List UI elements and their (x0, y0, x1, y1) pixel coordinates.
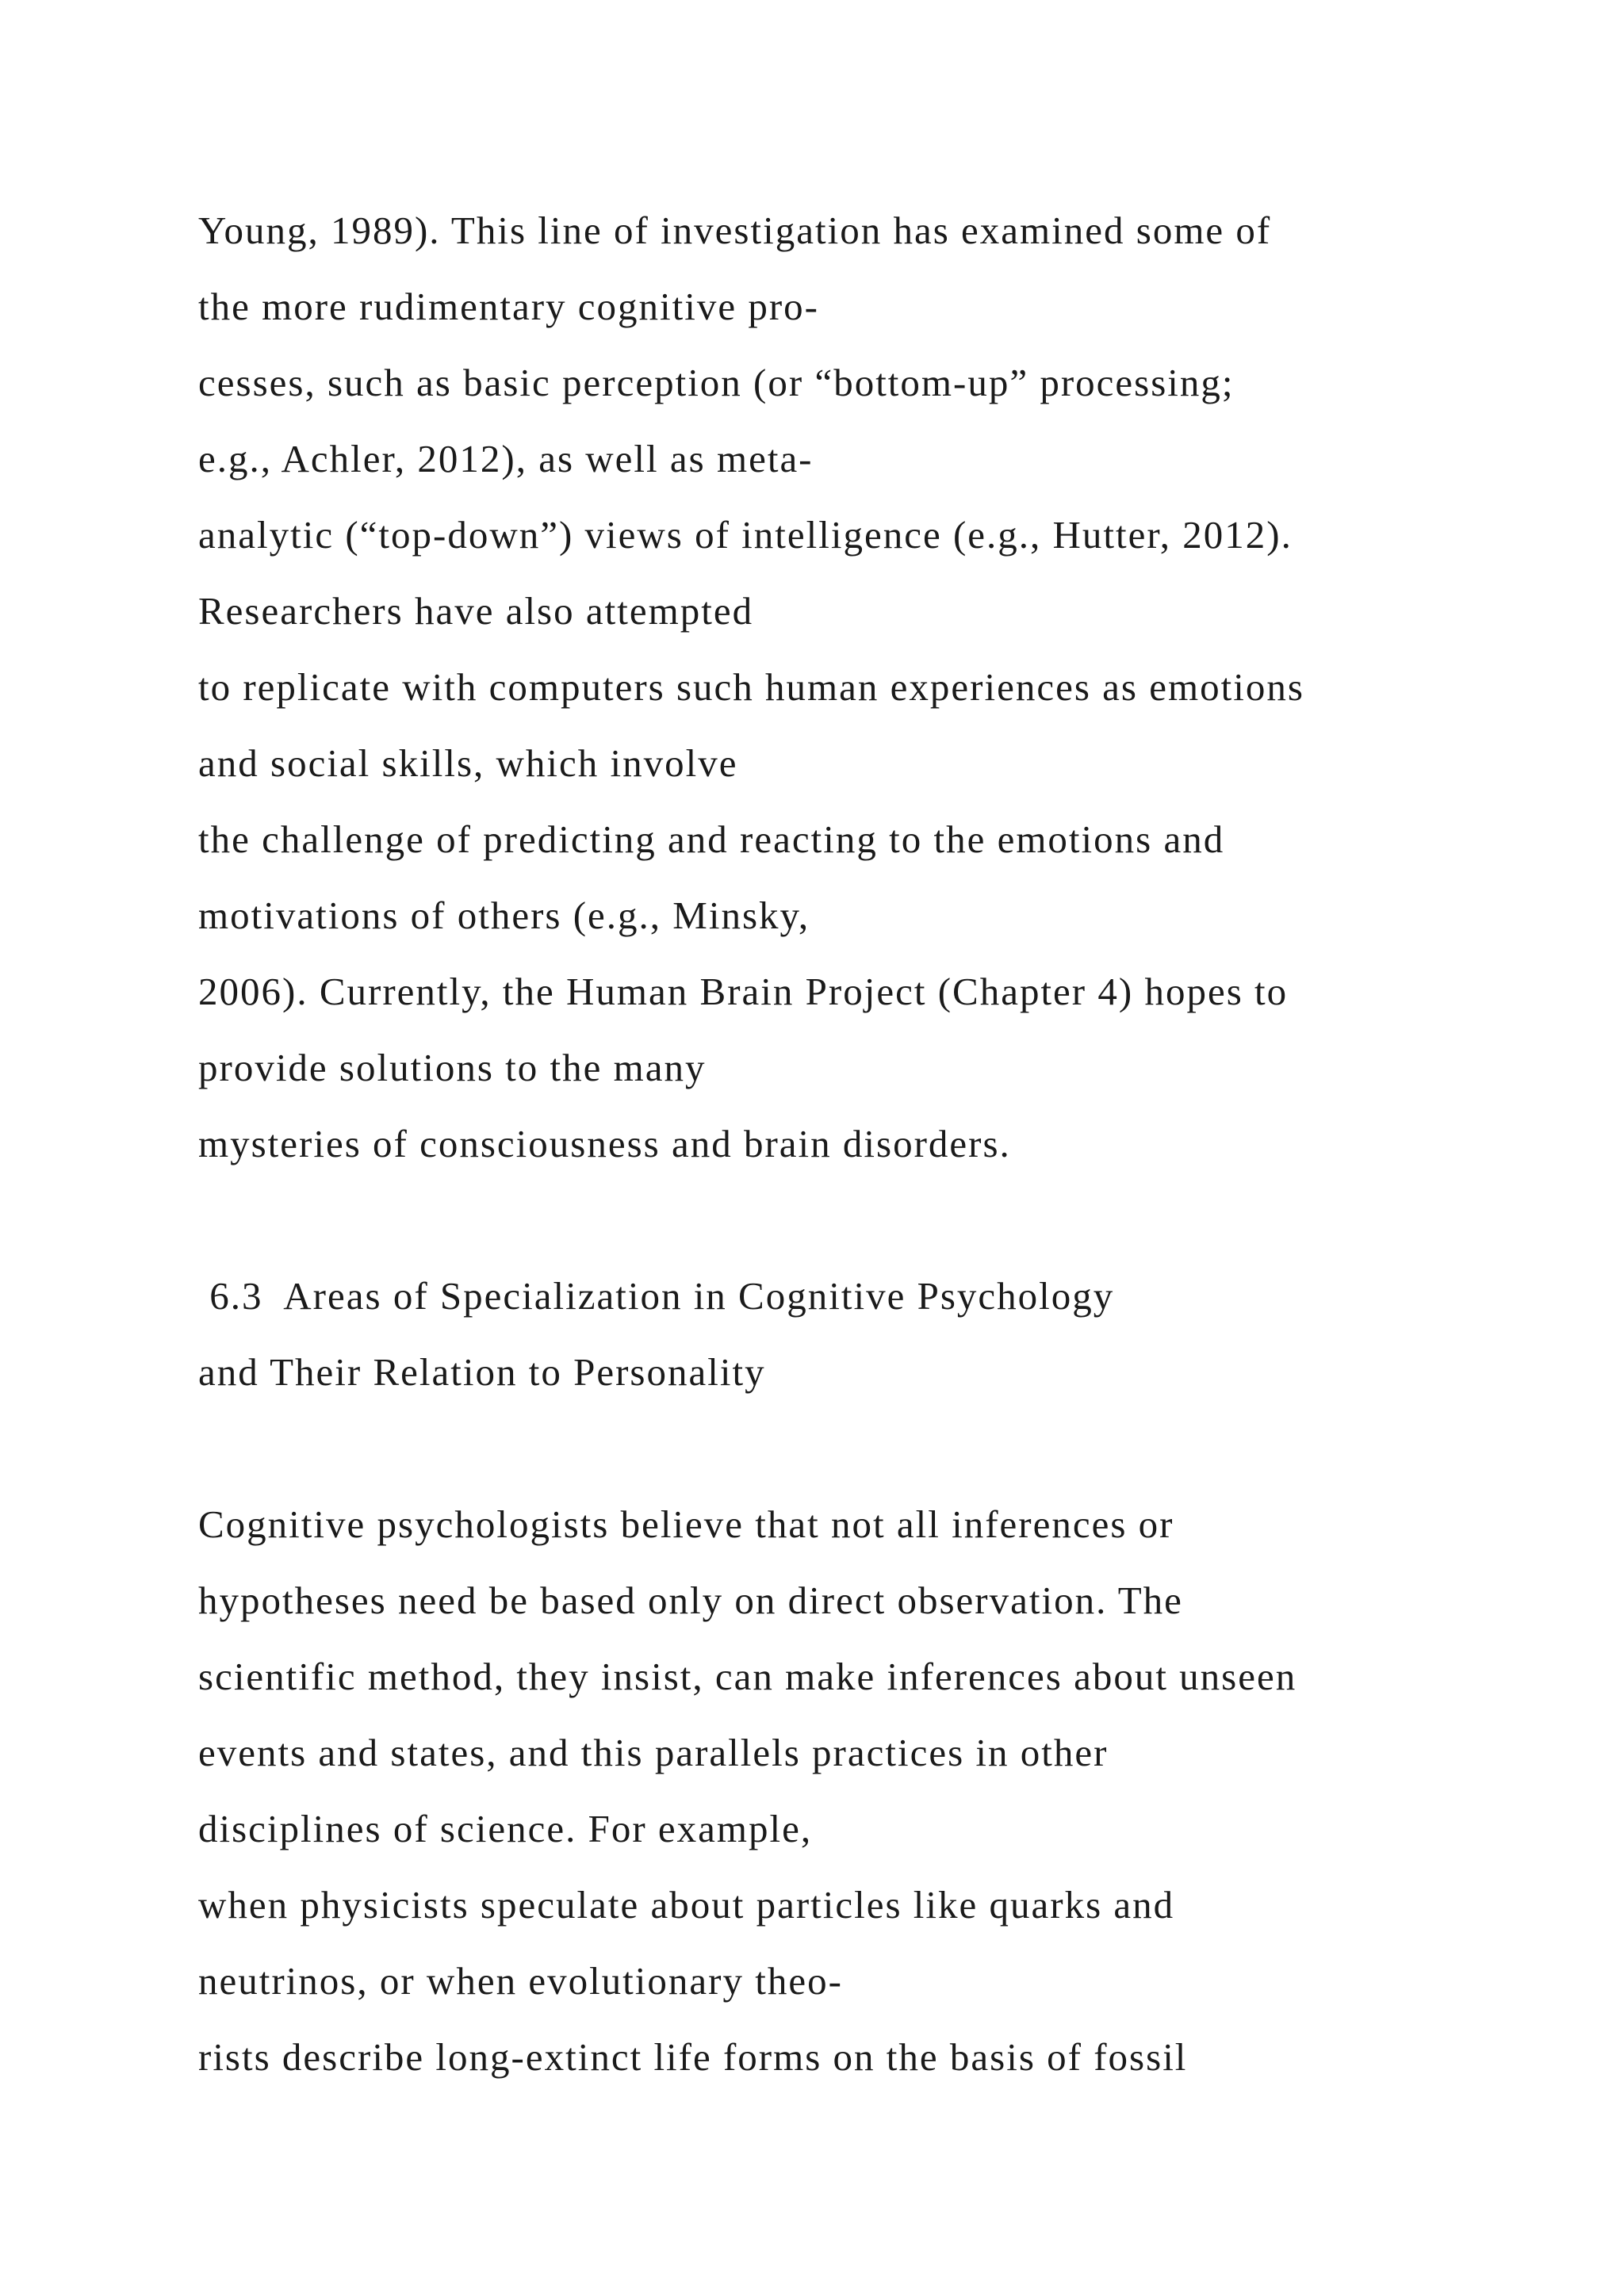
section-heading (198, 1258, 1546, 1410)
blank-line (198, 1182, 1546, 1258)
text-line: cesses, such as basic perception (or “bottom-up” processing; (198, 361, 1235, 404)
text-line: analytic (“top-down”) views of intelligence (e.g., Hutter, 2012). (198, 513, 1293, 557)
text-line: mysteries of consciousness and brain disorders. (198, 1122, 1011, 1165)
document-body (198, 193, 1546, 2095)
text-line: rists describe long-extinct life forms on the basis of fossil (198, 2035, 1188, 2079)
text-line: provide solutions to the many (198, 1046, 707, 1089)
text-line: to replicate with computers such human experiences as emotions (198, 665, 1304, 709)
text-line: 2006). Currently, the Human Brain Project (Chapter 4) hopes to (198, 970, 1289, 1013)
text-line: motivations of others (e.g., Minsky, (198, 894, 810, 937)
paragraph-continued (198, 193, 1546, 1182)
text-line: Researchers have also attempted (198, 589, 754, 633)
text-line: and social skills, which involve (198, 741, 738, 785)
text-line: the challenge of predicting and reacting to the emotions and (198, 817, 1225, 861)
text-line: disciplines of science. For example, (198, 1807, 813, 1850)
text-line: e.g., Achler, 2012), as well as meta- (198, 437, 814, 480)
blank-line (198, 1410, 1546, 1487)
section-heading-line-2: and Their Relation to Personality (198, 1350, 766, 1394)
paragraph (198, 1487, 1546, 2095)
text-line: Young, 1989). This line of investigation has examined some of (198, 209, 1272, 252)
text-line: hypotheses need be based only on direct observation. The (198, 1578, 1183, 1622)
text-line: neutrinos, or when evolutionary theo- (198, 1959, 843, 2003)
text-line: the more rudimentary cognitive pro- (198, 285, 819, 328)
text-line: events and states, and this parallels practices in other (198, 1731, 1109, 1774)
text-line: when physicists speculate about particles like quarks and (198, 1883, 1175, 1927)
section-heading-line-1: 6.3 Areas of Specialization in Cognitive Psychology (198, 1274, 1115, 1318)
text-line: Cognitive psychologists believe that not all inferences or (198, 1502, 1174, 1546)
text-line: scientific method, they insist, can make inferences about unseen (198, 1655, 1297, 1698)
